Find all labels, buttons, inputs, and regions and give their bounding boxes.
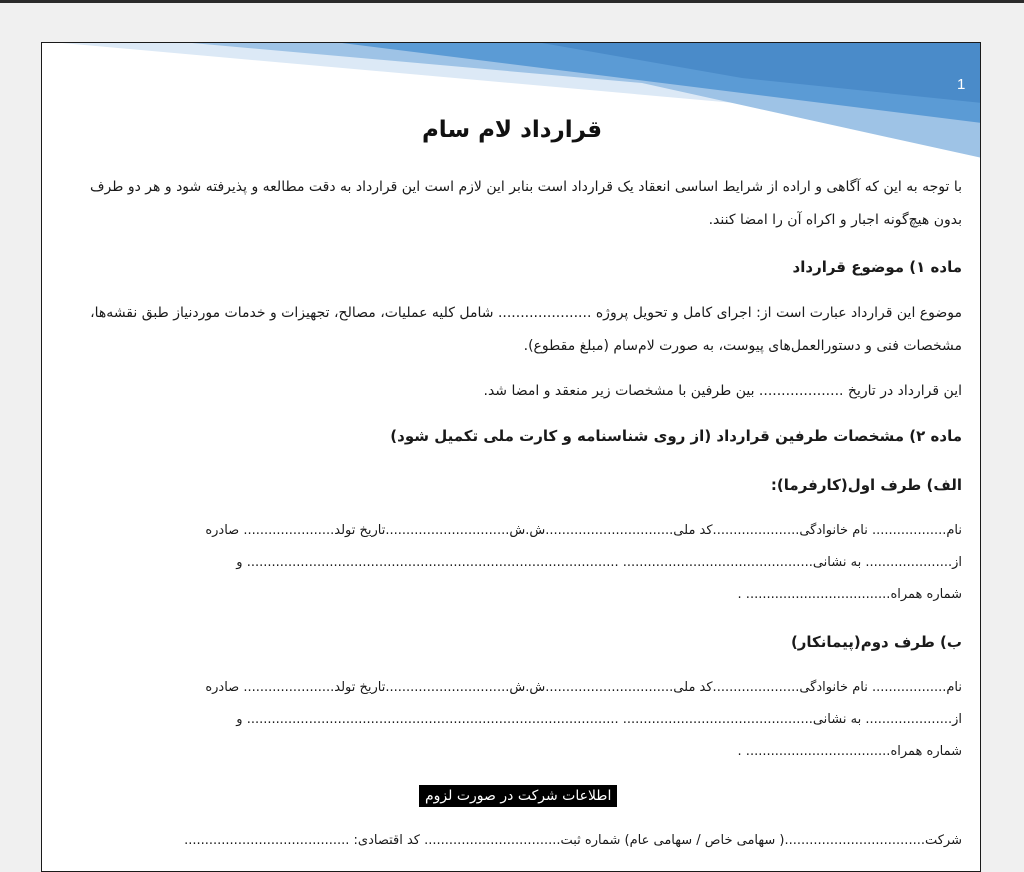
article-1-line-2: مشخصات فنی و دستورالعمل‌های پیوست، به صورت لام‌سام (مبلغ مقطوع). [523, 338, 962, 354]
party-a-mobile-row: شماره همراه................................... . [737, 587, 962, 602]
window-top-edge [0, 0, 1024, 3]
article-1-line-1: موضوع این قرارداد عبارت است از: اجرای کامل و تحویل پروژه ..................... شامل کلیه عملیات، مصالح، تجهیزات و خدمات موردنیاز طبق نقشه‌ها، [90, 305, 962, 321]
header-banner [42, 43, 981, 183]
party-a-name-row: نام.................. نام خانوادگی.....................کد ملی...............................ش.ش..............................تاریخ تولد...................... صادره [205, 523, 962, 538]
intro-line-1: با توجه به این که آگاهی و اراده از شرایط اساسی انعقاد یک قرارداد است بنابر این لازم است این قرارداد به دقت مطالعه و پذیرفته شود و هر دو طرف [90, 179, 962, 195]
article-2-heading: ماده ۲) مشخصات طرفین قرارداد (از روی شناسنامه و کارت ملی تکمیل شود) [390, 427, 962, 445]
party-b-mobile-row: شماره همراه................................... . [737, 744, 962, 759]
party-a-address-row: از..................... به نشانی.............................................. .......................................................................................... و [236, 555, 962, 570]
article-1-line-3: این قرارداد در تاریخ ................... بین طرفین با مشخصات زیر منعقد و امضا شد. [483, 383, 962, 399]
article-1-heading: ماده ۱) موضوع قرارداد [792, 258, 962, 276]
company-info-badge: اطلاعات شرکت در صورت لزوم [419, 785, 617, 807]
page-number: 1 [957, 76, 966, 93]
document-page [41, 42, 981, 872]
party-b-name-row: نام.................. نام خانوادگی.....................کد ملی...............................ش.ش..............................تاریخ تولد...................... صادره [205, 680, 962, 695]
intro-line-2: بدون هیچ‌گونه اجبار و اکراه آن را امضا کنند. [708, 212, 962, 228]
company-row: شرکت..................................( سهامی خاص / سهامی عام) شماره ثبت................................. کد اقتصادی: ........................................ [184, 833, 962, 848]
party-b-address-row: از..................... به نشانی.............................................. .......................................................................................... و [236, 712, 962, 727]
party-a-heading: الف) طرف اول(کارفرما): [770, 476, 962, 494]
document-title: قرارداد لام سام [421, 117, 603, 143]
party-b-heading: ب) طرف دوم(پیمانکار) [790, 633, 962, 651]
